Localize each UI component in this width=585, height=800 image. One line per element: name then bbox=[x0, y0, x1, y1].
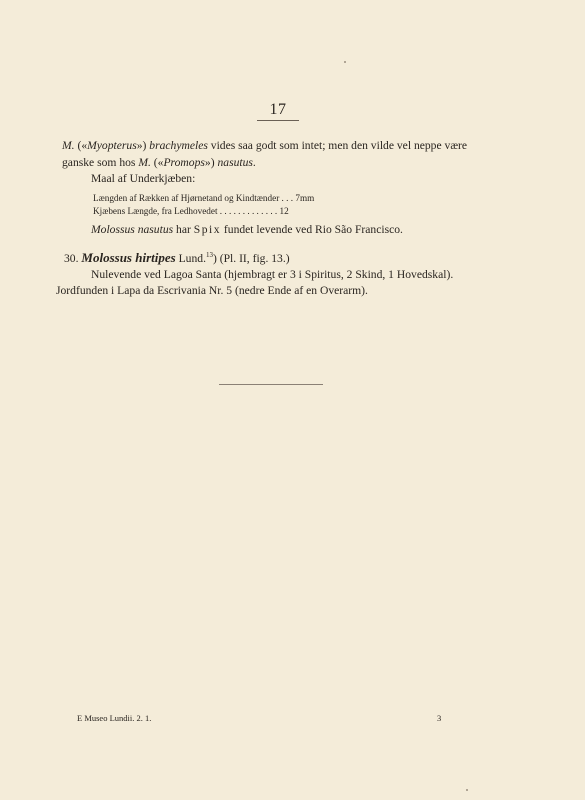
species-name: Molossus hirtipes bbox=[81, 250, 176, 265]
measure-value: 7mm bbox=[295, 193, 315, 203]
paragraph-3-line-1: Nulevende ved Lagoa Santa (hjembragt er 3 i Spiritus, 2 Skind, 1 Hovedskal). bbox=[91, 268, 454, 281]
species-name: brachymeles bbox=[149, 139, 208, 152]
plate-reference: ) (Pl. II, fig. 13.) bbox=[212, 252, 290, 265]
paper-speck bbox=[466, 789, 468, 791]
measure-row bbox=[93, 192, 314, 204]
subgenus-name: Promops bbox=[163, 156, 205, 169]
footer-sheet-number: 3 bbox=[437, 713, 442, 723]
subgenus-name: Myopterus bbox=[87, 139, 137, 152]
genus-abbrev: M. bbox=[62, 139, 75, 152]
page-number: 17 bbox=[269, 101, 287, 118]
entry-30-heading bbox=[64, 251, 290, 266]
author-name: Spix bbox=[193, 223, 222, 236]
measure-value: 12 bbox=[279, 206, 289, 216]
footnote-marker: 13 bbox=[205, 251, 213, 260]
paragraph-2 bbox=[91, 223, 403, 237]
measure-label: Kjæbens Længde, fra Ledhovedet . . . . . . . . . . . . . bbox=[93, 206, 280, 216]
species-name: nasutus bbox=[217, 156, 253, 169]
text-fragment: (« bbox=[74, 139, 88, 152]
paragraph-1-line-2 bbox=[62, 156, 256, 170]
paragraph-1-line-1 bbox=[62, 139, 467, 153]
paragraph-3-line-2: Jordfunden i Lapa da Escrivania Nr. 5 (nedre Ende af en Overarm). bbox=[56, 284, 368, 297]
text-fragment: ») bbox=[204, 156, 218, 169]
species-name: Molossus nasutus bbox=[91, 223, 174, 236]
page-number-rule bbox=[257, 120, 299, 121]
text-fragment: (« bbox=[150, 156, 164, 169]
text-fragment: . bbox=[252, 156, 256, 169]
measure-label: Længden af Rækken af Hjørnetand og Kindtænder . . . bbox=[93, 193, 296, 203]
genus-abbrev: M. bbox=[138, 156, 151, 169]
measure-heading: Maal af Underkjæben: bbox=[91, 172, 196, 185]
footer-signature: E Museo Lundii. 2. 1. bbox=[77, 713, 152, 723]
text-fragment: ») bbox=[136, 139, 150, 152]
paper-speck bbox=[344, 61, 346, 63]
text-fragment: ganske som hos bbox=[62, 156, 139, 169]
text-fragment: vides saa godt som intet; men den vilde vel neppe være bbox=[207, 139, 468, 152]
text-fragment: har bbox=[173, 223, 194, 236]
measure-row bbox=[93, 205, 289, 217]
entry-number: 30. bbox=[64, 252, 79, 265]
author: Lund. bbox=[175, 252, 206, 265]
text-fragment: fundet levende ved Rio São Francisco. bbox=[221, 223, 403, 236]
section-divider bbox=[219, 384, 323, 385]
